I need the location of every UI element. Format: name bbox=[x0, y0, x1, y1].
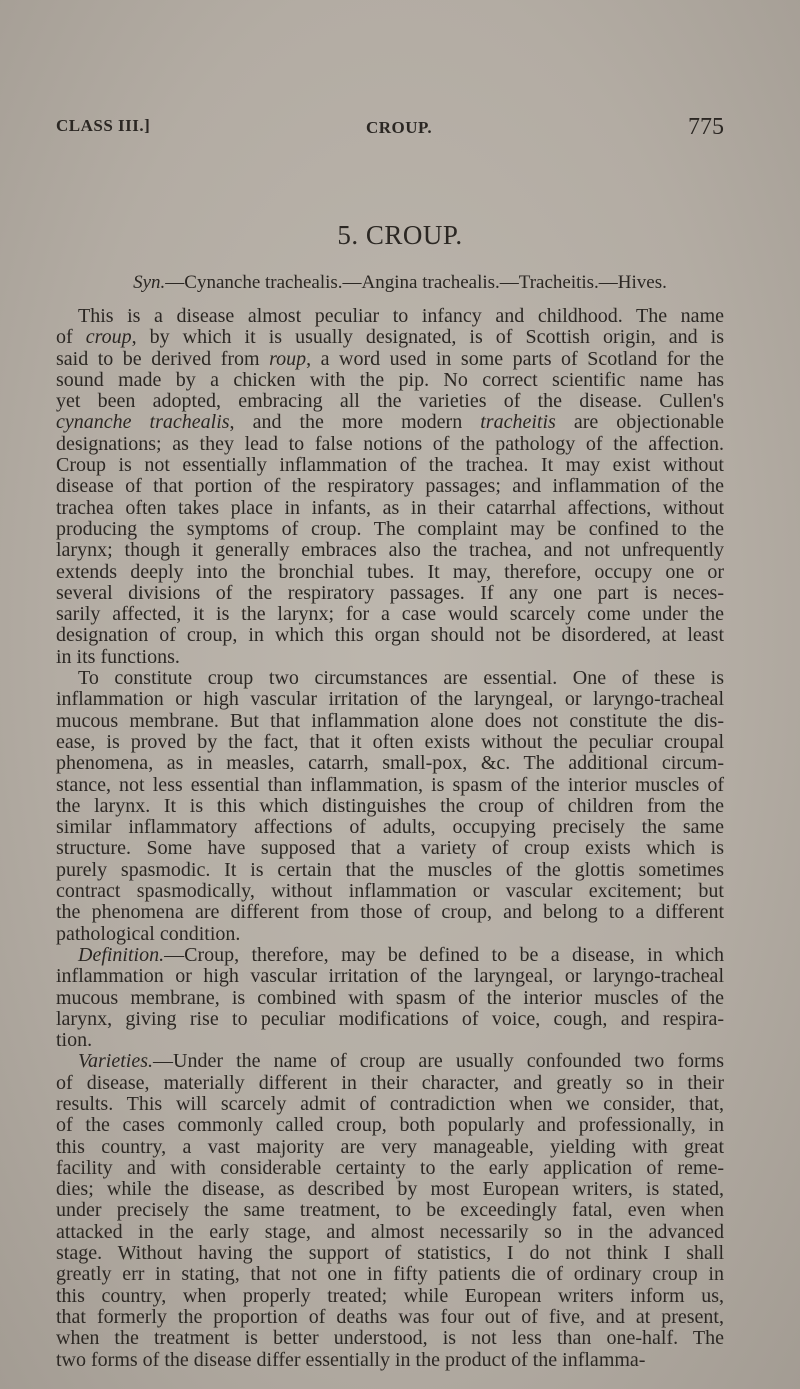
text-line bbox=[56, 1009, 724, 1030]
italic-run: croup bbox=[85, 326, 132, 349]
text-line bbox=[56, 796, 724, 817]
text-run: in its functions. bbox=[56, 645, 180, 668]
page-number: 775 bbox=[688, 114, 724, 140]
italic-run: tracheitis bbox=[480, 411, 556, 434]
italic-run: Varieties. bbox=[78, 1050, 153, 1073]
italic-run: roup bbox=[269, 347, 307, 370]
italic-run: cynanche trachealis bbox=[56, 411, 230, 434]
text-run: results. This will scarcely admit of contradiction when we consider, that, bbox=[56, 1092, 724, 1115]
paragraph bbox=[56, 945, 724, 1051]
text-line bbox=[56, 1200, 724, 1221]
text-line bbox=[56, 370, 724, 391]
text-line bbox=[56, 583, 724, 604]
text-line bbox=[56, 625, 724, 646]
text-line bbox=[56, 1179, 724, 1200]
text-line bbox=[56, 540, 724, 561]
paragraph bbox=[56, 1051, 724, 1370]
text-run: structure. Some have supposed that a variety of croup exists which is bbox=[56, 837, 724, 860]
text-run: stance, not less essential than inflammation, is spasm of the interior muscles of bbox=[56, 773, 724, 796]
text-line bbox=[56, 902, 724, 923]
text-run: inflammation or high vascular irritation of the laryngeal, or laryngo-tracheal bbox=[56, 688, 724, 711]
paragraph bbox=[56, 668, 724, 945]
paragraph bbox=[56, 306, 724, 668]
running-header bbox=[56, 114, 724, 144]
text-line bbox=[56, 860, 724, 881]
text-line bbox=[56, 1094, 724, 1115]
text-run: inflammation or high vascular irritation of the laryngeal, or laryngo-tracheal bbox=[56, 965, 724, 988]
text-run: facility and with considerable certainty to the early application of reme- bbox=[56, 1156, 724, 1179]
section-title: 5. CROUP. bbox=[337, 220, 463, 250]
text-line bbox=[56, 775, 724, 796]
text-run: that formerly the proportion of deaths was four out of five, and at present, bbox=[56, 1305, 724, 1328]
italic-run: Definition. bbox=[78, 943, 165, 966]
synonyms-line bbox=[0, 272, 800, 294]
text-run: This is a disease almost peculiar to infancy and childhood. The name bbox=[78, 305, 724, 327]
text-run: several divisions of the respiratory passages. If any one part is neces- bbox=[56, 581, 724, 604]
text-line bbox=[56, 689, 724, 710]
text-run: designations; as they lead to false notions of the pathology of the affection. bbox=[56, 432, 724, 455]
text-run: greatly err in stating, that not one in fifty patients die of ordinary croup in bbox=[56, 1263, 724, 1286]
text-run: are objectionable bbox=[555, 411, 725, 434]
text-line bbox=[56, 753, 724, 774]
text-line bbox=[56, 1137, 724, 1158]
text-run: mucous membrane. But that inflammation alone does not constitute the dis- bbox=[56, 709, 724, 732]
text-line bbox=[56, 391, 724, 412]
text-line bbox=[56, 838, 724, 859]
class-label: CLASS III.] bbox=[56, 116, 151, 135]
text-run: contract spasmodically, without inflammation or vascular excitement; but bbox=[56, 880, 724, 903]
text-run: Croup is not essentially inflammation of the trachea. It may exist without bbox=[56, 454, 724, 477]
body-text bbox=[56, 306, 724, 1371]
syn-text: —Cynanche trachealis.—Angina trachealis.—Tracheitis.—Hives. bbox=[165, 272, 667, 293]
text-run: designation of croup, in which this organ should not be disordered, at least bbox=[56, 624, 724, 647]
text-line bbox=[56, 604, 724, 625]
text-run: extends deeply into the bronchial tubes. It may, therefore, occupy one or bbox=[56, 560, 724, 583]
text-line bbox=[56, 562, 724, 583]
text-run: pathological condition. bbox=[56, 922, 241, 945]
text-line bbox=[56, 668, 724, 689]
text-run: purely spasmodic. It is certain that the muscles of the glottis sometimes bbox=[56, 858, 724, 881]
text-line bbox=[56, 434, 724, 455]
text-line bbox=[56, 881, 724, 902]
text-line bbox=[56, 1051, 724, 1072]
text-run: yet been adopted, embracing all the varieties of the disease. Cullen's bbox=[56, 390, 724, 413]
text-run: of bbox=[56, 326, 86, 349]
text-line bbox=[56, 1222, 724, 1243]
text-line bbox=[56, 988, 724, 1009]
text-line bbox=[56, 924, 724, 945]
text-run: trachea often takes place in infants, as in their catarrhal affections, without bbox=[56, 496, 724, 519]
text-run: two forms of the disease differ essentially in the product of the inflamma- bbox=[56, 1348, 646, 1371]
syn-label: Syn. bbox=[133, 272, 166, 293]
text-run: attacked in the early stage, and almost necessarily so in the advanced bbox=[56, 1220, 724, 1243]
text-line bbox=[56, 306, 724, 327]
text-run: mucous membrane, is combined with spasm of the interior muscles of the bbox=[56, 986, 724, 1009]
text-line bbox=[56, 647, 724, 668]
text-line bbox=[56, 1328, 724, 1349]
text-line bbox=[56, 711, 724, 732]
text-run: tion. bbox=[56, 1029, 93, 1052]
text-run: dies; while the disease, as described by most European writers, is stated, bbox=[56, 1178, 724, 1201]
text-run: disease of that portion of the respiratory passages; and inflammation of the bbox=[56, 475, 724, 498]
text-line bbox=[56, 945, 724, 966]
text-line bbox=[56, 1243, 724, 1264]
text-run: larynx; though it generally embraces also the trachea, and not unfrequently bbox=[56, 539, 724, 562]
text-run: the phenomena are different from those of croup, and belong to a different bbox=[56, 901, 724, 924]
text-line bbox=[56, 498, 724, 519]
text-run: —Under the name of croup are usually confounded two forms bbox=[153, 1050, 724, 1073]
text-run: this country, when properly treated; while European writers inform us, bbox=[56, 1284, 724, 1307]
text-run: the larynx. It is this which distinguishes the croup of children from the bbox=[56, 794, 724, 817]
text-run: when the treatment is better understood, is not less than one-half. The bbox=[56, 1327, 724, 1350]
text-line bbox=[56, 817, 724, 838]
text-line bbox=[56, 349, 724, 370]
text-run: of the cases commonly called croup, both popularly and professionally, in bbox=[56, 1114, 724, 1137]
text-run: , and the more modern bbox=[229, 411, 481, 434]
text-run: of disease, materially different in their character, and greatly so in their bbox=[56, 1071, 724, 1094]
text-line bbox=[56, 519, 724, 540]
text-run: said to be derived from bbox=[56, 347, 270, 370]
text-run: producing the symptoms of croup. The complaint may be confined to the bbox=[56, 517, 724, 540]
text-line bbox=[56, 732, 724, 753]
text-line bbox=[56, 1307, 724, 1328]
text-line bbox=[56, 327, 724, 348]
text-run: , by which it is usually designated, is of Scottish origin, and is bbox=[131, 326, 724, 349]
text-line bbox=[56, 1073, 724, 1094]
text-line bbox=[56, 1264, 724, 1285]
text-run: larynx, giving rise to peculiar modifications of voice, cough, and respira- bbox=[56, 1007, 724, 1030]
running-title: CROUP. bbox=[366, 118, 433, 137]
text-line bbox=[56, 476, 724, 497]
text-run: phenomena, as in measles, catarrh, small-pox, &c. The additional circum- bbox=[56, 752, 724, 775]
text-line bbox=[56, 412, 724, 433]
text-run: To constitute croup two circumstances are essential. One of these is bbox=[78, 667, 724, 690]
text-line bbox=[56, 966, 724, 987]
text-line bbox=[56, 1158, 724, 1179]
text-run: stage. Without having the support of statistics, I do not think I shall bbox=[56, 1242, 724, 1265]
text-run: this country, a vast majority are very manageable, yielding with great bbox=[56, 1135, 724, 1158]
text-run: , a word used in some parts of Scotland for the bbox=[306, 347, 725, 370]
text-line bbox=[56, 1286, 724, 1307]
text-run: similar inflammatory affections of adults, occupying precisely the same bbox=[56, 816, 724, 839]
text-line bbox=[56, 1350, 724, 1371]
text-run: ease, is proved by the fact, that it often exists without the peculiar croupal bbox=[56, 730, 724, 753]
text-run: under precisely the same treatment, to be exceedingly fatal, even when bbox=[56, 1199, 724, 1222]
text-run: —Croup, therefore, may be defined to be a disease, in which bbox=[164, 943, 724, 966]
text-run: sarily affected, it is the larynx; for a case would scarcely come under the bbox=[56, 603, 724, 626]
text-run: sound made by a chicken with the pip. No correct scientific name has bbox=[56, 368, 724, 391]
text-line bbox=[56, 1115, 724, 1136]
text-line bbox=[56, 455, 724, 476]
text-line bbox=[56, 1030, 724, 1051]
